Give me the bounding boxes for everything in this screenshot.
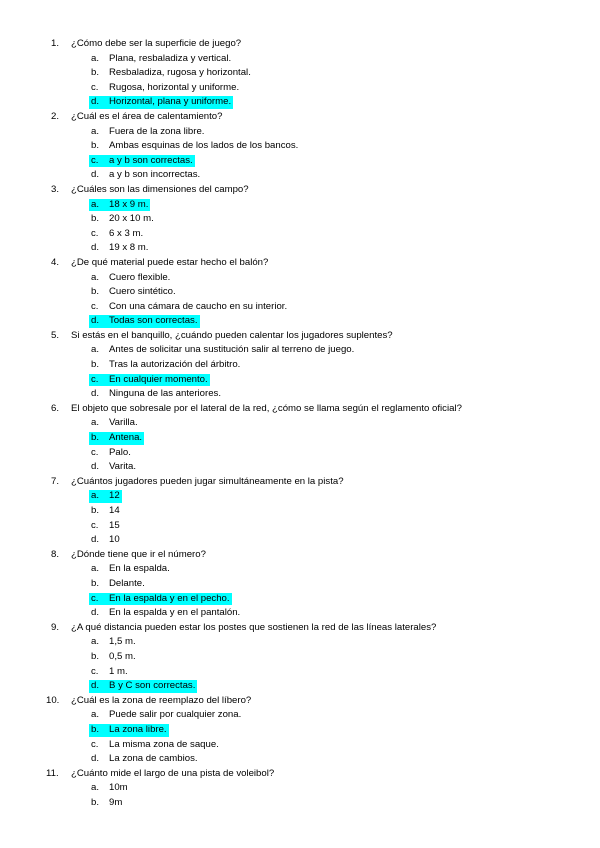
question-text: El objeto que sobresale por el lateral de la red, ¿cómo se llama según el reglamento oficial? <box>71 402 462 414</box>
question-number: 3. <box>51 183 60 195</box>
question-item <box>0 767 600 811</box>
question-item <box>0 329 600 402</box>
question-line <box>0 110 600 125</box>
question-number: 7. <box>51 475 60 487</box>
option-text: 1 m. <box>109 665 128 677</box>
answer-option <box>0 125 600 140</box>
answer-option <box>0 460 600 475</box>
option-text: a y b son correctas. <box>109 154 193 166</box>
option-text: Todas son correctas. <box>109 315 198 327</box>
question-line <box>0 621 600 636</box>
option-letter: b. <box>91 359 100 371</box>
option-text: Resbaladiza, rugosa y horizontal. <box>109 67 251 79</box>
question-item <box>0 110 600 183</box>
option-letter: c. <box>91 373 99 385</box>
question-text: ¿Cuál es la zona de reemplazo del líbero? <box>71 694 252 706</box>
question-line <box>0 402 600 417</box>
option-letter: d. <box>91 461 100 473</box>
answer-option-highlighted <box>0 489 600 504</box>
answer-option-highlighted <box>0 373 600 388</box>
option-text: 14 <box>109 505 120 516</box>
answer-option <box>0 66 600 81</box>
answer-option <box>0 781 600 796</box>
question-number: 8. <box>51 548 60 560</box>
question-line <box>0 767 600 782</box>
answer-option <box>0 285 600 300</box>
answer-option <box>0 796 600 811</box>
question-item <box>0 548 600 621</box>
option-text: Ninguna de las anteriores. <box>109 388 221 400</box>
option-text: 10m <box>109 782 128 794</box>
option-text: La misma zona de saque. <box>109 738 219 750</box>
question-number: 4. <box>51 256 60 268</box>
option-letter: b. <box>91 505 100 516</box>
option-text: 0,5 m. <box>109 650 136 662</box>
option-text: Delante. <box>109 577 145 589</box>
answer-option <box>0 139 600 154</box>
option-letter: d. <box>91 680 100 692</box>
question-line <box>0 475 600 490</box>
answer-option <box>0 387 600 402</box>
option-letter: b. <box>91 432 100 444</box>
question-item <box>0 37 600 110</box>
answer-option-highlighted <box>0 431 600 446</box>
question-text: ¿De qué material puede estar hecho el balón? <box>71 256 269 268</box>
option-letter: a. <box>91 198 100 210</box>
answer-option <box>0 446 600 461</box>
option-text: Antes de solicitar una sustitución salir al terreno de juego. <box>109 344 355 356</box>
option-letter: a. <box>91 125 100 137</box>
answer-option-highlighted <box>0 198 600 213</box>
answer-option <box>0 665 600 680</box>
question-item <box>0 694 600 767</box>
option-text: Cuero flexible. <box>109 271 171 283</box>
question-item <box>0 402 600 475</box>
answer-option <box>0 577 600 592</box>
answer-option-highlighted <box>0 95 600 110</box>
option-text: a y b son incorrectas. <box>109 169 201 181</box>
option-text: Cuero sintético. <box>109 286 176 298</box>
option-text: 20 x 10 m. <box>109 213 154 225</box>
question-line <box>0 183 600 198</box>
answer-option <box>0 168 600 183</box>
answer-option <box>0 271 600 286</box>
option-text: Con una cámara de caucho en su interior. <box>109 300 288 312</box>
question-item <box>0 183 600 256</box>
question-line <box>0 256 600 271</box>
question-number: 6. <box>51 402 60 414</box>
option-text: 15 <box>109 519 120 531</box>
option-text: Plana, resbaladiza y vertical. <box>109 52 232 64</box>
question-number: 10. <box>46 694 60 706</box>
answer-option <box>0 343 600 358</box>
option-letter: b. <box>91 577 100 589</box>
question-text: ¿Cuáles son las dimensiones del campo? <box>71 183 249 195</box>
question-number: 2. <box>51 110 60 122</box>
option-text: En la espalda. <box>109 563 170 575</box>
option-letter: c. <box>91 665 99 677</box>
answer-option <box>0 650 600 665</box>
question-line <box>0 329 600 344</box>
question-text: ¿Dónde tiene que ir el número? <box>71 548 206 560</box>
option-letter: d. <box>91 534 100 546</box>
option-letter: d. <box>91 388 100 400</box>
option-letter: a. <box>91 782 100 794</box>
option-letter: b. <box>91 723 100 735</box>
option-letter: d. <box>91 96 100 108</box>
option-letter: c. <box>91 738 99 750</box>
answer-option <box>0 708 600 723</box>
answer-option <box>0 533 600 548</box>
answer-option <box>0 752 600 767</box>
answer-option <box>0 635 600 650</box>
question-number: 11. <box>46 767 59 779</box>
option-text: 10 <box>109 534 120 546</box>
answer-option <box>0 562 600 577</box>
answer-option-highlighted <box>0 723 600 738</box>
option-letter: c. <box>91 519 99 531</box>
answer-option <box>0 227 600 242</box>
question-number: 1. <box>51 38 60 49</box>
option-letter: b. <box>91 140 100 152</box>
option-letter: b. <box>91 213 100 225</box>
quiz-list <box>0 37 600 810</box>
answer-option <box>0 212 600 227</box>
option-text: 19 x 8 m. <box>109 242 149 254</box>
option-letter: a. <box>91 417 100 429</box>
option-text: Tras la autorización del árbitro. <box>109 359 241 371</box>
question-text: Si estás en el banquillo, ¿cuándo pueden calentar los jugadores suplentes? <box>71 329 393 341</box>
option-text: 9m <box>109 796 123 808</box>
option-letter: a. <box>91 490 100 502</box>
option-letter: d. <box>91 315 100 327</box>
option-text: Horizontal, plana y uniforme. <box>109 96 232 108</box>
option-text: La zona de cambios. <box>109 753 198 765</box>
option-text: Fuera de la zona libre. <box>109 125 205 137</box>
question-text: ¿Cuántos jugadores pueden jugar simultáneamente en la pista? <box>71 475 344 487</box>
option-letter: a. <box>91 52 100 64</box>
option-letter: b. <box>91 796 100 808</box>
answer-option <box>0 358 600 373</box>
question-text: ¿Cómo debe ser la superficie de juego? <box>71 38 242 49</box>
option-text: B y C son correctas. <box>109 680 196 692</box>
question-number: 5. <box>51 329 60 341</box>
option-letter: d. <box>91 169 100 181</box>
answer-option <box>0 52 600 67</box>
question-line <box>0 694 600 709</box>
answer-option <box>0 416 600 431</box>
answer-option-highlighted <box>0 154 600 169</box>
question-text: ¿Cuánto mide el largo de una pista de voleibol? <box>71 767 275 779</box>
answer-option-highlighted <box>0 679 600 694</box>
question-number: 9. <box>51 621 60 633</box>
answer-option <box>0 81 600 96</box>
option-text: En cualquier momento. <box>109 373 208 385</box>
option-letter: c. <box>91 446 99 458</box>
answer-option <box>0 300 600 315</box>
option-letter: c. <box>91 81 99 93</box>
option-text: Varita. <box>109 461 137 473</box>
question-text: ¿A qué distancia pueden estar los postes que sostienen la red de las líneas laterales? <box>71 621 437 633</box>
answer-option-highlighted <box>0 314 600 329</box>
option-letter: a. <box>91 344 100 356</box>
option-text: La zona libre. <box>109 723 167 735</box>
option-text: Varilla. <box>109 417 138 429</box>
option-letter: d. <box>91 607 100 619</box>
option-text: Palo. <box>109 446 131 458</box>
option-letter: b. <box>91 67 100 79</box>
option-text: En la espalda y en el pantalón. <box>109 607 241 619</box>
option-text: 12 <box>109 490 120 502</box>
option-text: Antena. <box>109 432 143 444</box>
option-letter: d. <box>91 242 100 254</box>
answer-option <box>0 606 600 621</box>
option-text: 1,5 m. <box>109 636 136 648</box>
option-letter: c. <box>91 227 99 239</box>
question-line <box>0 37 600 52</box>
question-line <box>0 548 600 563</box>
option-text: 6 x 3 m. <box>109 227 144 239</box>
option-text: Ambas esquinas de los lados de los bancos. <box>109 140 299 152</box>
option-letter: a. <box>91 636 100 648</box>
option-text: En la espalda y en el pecho. <box>109 592 230 604</box>
option-letter: b. <box>91 286 100 298</box>
option-letter: c. <box>91 154 99 166</box>
question-item <box>0 256 600 329</box>
option-letter: a. <box>91 563 100 575</box>
option-text: 18 x 9 m. <box>109 198 149 210</box>
option-text: Puede salir por cualquier zona. <box>109 709 242 721</box>
answer-option <box>0 519 600 534</box>
option-text: Rugosa, horizontal y uniforme. <box>109 81 240 93</box>
option-letter: a. <box>91 271 100 283</box>
answer-option-highlighted <box>0 592 600 607</box>
answer-option <box>0 241 600 256</box>
option-letter: a. <box>91 709 100 721</box>
option-letter: b. <box>91 650 100 662</box>
answer-option <box>0 738 600 753</box>
option-letter: d. <box>91 753 100 765</box>
answer-option <box>0 504 600 519</box>
question-item <box>0 621 600 694</box>
option-letter: c. <box>91 300 99 312</box>
option-letter: c. <box>91 592 99 604</box>
question-text: ¿Cuál es el área de calentamiento? <box>71 110 223 122</box>
question-item <box>0 475 600 548</box>
